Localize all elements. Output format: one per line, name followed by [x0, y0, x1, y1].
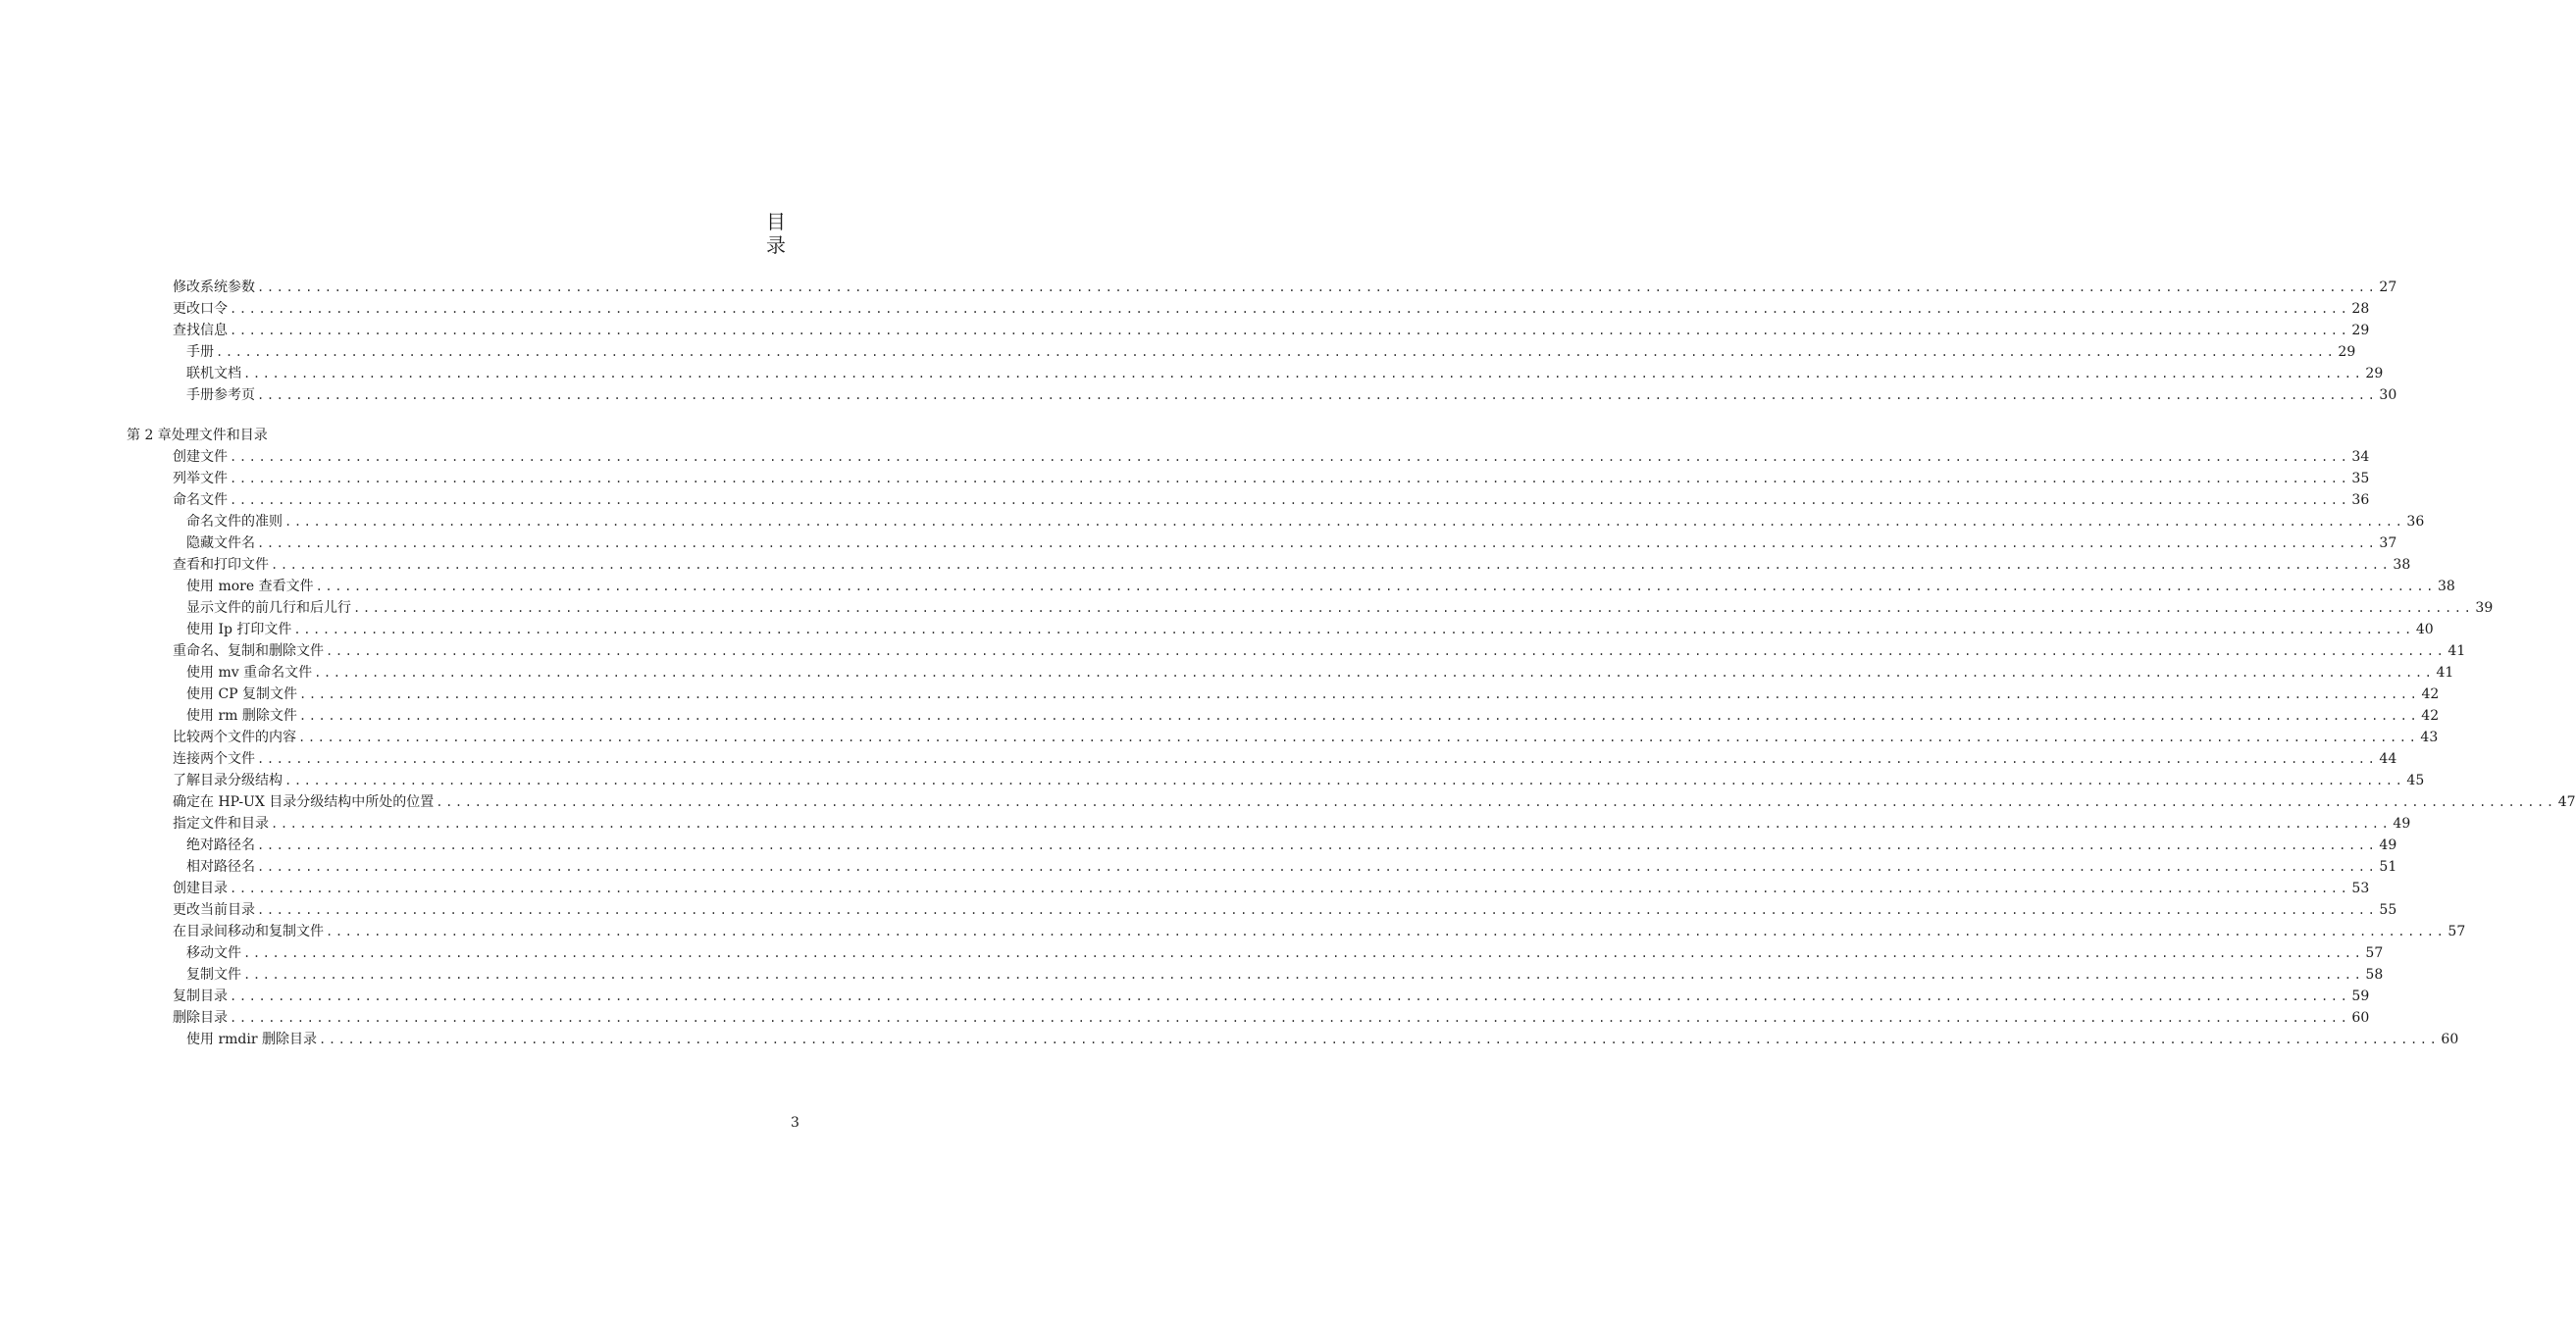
toc-entry-page: 29 — [2365, 366, 2384, 381]
toc-entry-page: 29 — [2351, 323, 2370, 338]
toc-dot-leader: ............................................................................................................................................................................................................................ — [315, 580, 2437, 593]
toc-entry-label: 显示文件的前几行和后儿行 — [186, 600, 351, 616]
toc-entry-page: 49 — [2379, 837, 2397, 853]
toc-entry-page: 53 — [2351, 881, 2370, 896]
toc-entry-label: 复制目录 — [173, 988, 228, 1004]
toc-dot-leader: ............................................................................................................................................................................................................................ — [326, 644, 2447, 658]
toc-dot-leader: ............................................................................................................................................................................................................................ — [257, 752, 2378, 766]
toc-dot-leader: ............................................................................................................................................................................................................................ — [243, 367, 2364, 380]
toc-dot-leader: ............................................................................................................................................................................................................................ — [299, 687, 2420, 701]
toc-entry[interactable] — [173, 899, 2397, 921]
toc-entry-page: 40 — [2415, 622, 2434, 637]
toc-entry-label: 隐藏文件名 — [186, 535, 255, 551]
toc-entry-page: 44 — [2379, 751, 2397, 767]
toc-entry-page: 36 — [2406, 514, 2425, 530]
toc-entry[interactable] — [186, 1029, 2459, 1050]
toc-entry-label: 删除目录 — [173, 1010, 228, 1026]
toc-entry[interactable] — [173, 320, 2370, 341]
toc-entry-page: 57 — [2365, 945, 2384, 961]
toc-entry-label: 绝对路径名 — [186, 837, 255, 853]
toc-entry[interactable] — [186, 684, 2440, 705]
toc-dot-leader: ............................................................................................................................................................................................................................ — [257, 860, 2378, 874]
toc-entry-label: 使用 more 查看文件 — [186, 579, 314, 594]
toc-dot-leader: ............................................................................................................................................................................................................................ — [243, 968, 2364, 982]
toc-entry-label: 更改口令 — [173, 301, 228, 317]
toc-entry-page: 57 — [2447, 924, 2466, 939]
toc-dot-leader: ............................................................................................................................................................................................................................ — [230, 1011, 2350, 1025]
toc-entry-label: 重命名、复制和删除文件 — [173, 643, 324, 659]
toc-entry[interactable] — [186, 597, 2494, 619]
toc-entry-page: 58 — [2365, 967, 2384, 983]
toc-entry[interactable] — [186, 511, 2425, 532]
toc-entry-label: 查看和打印文件 — [173, 557, 269, 573]
toc-entry-page: 28 — [2351, 301, 2370, 317]
toc-dot-leader: ............................................................................................................................................................................................................................ — [436, 795, 2556, 809]
toc-entry-label: 命名文件 — [173, 492, 228, 508]
toc-entry-label: 列举文件 — [173, 471, 228, 486]
page-number: 3 — [791, 1115, 799, 1131]
chapter-heading: 第 2 章处理文件和目录 — [127, 428, 268, 443]
toc-entry[interactable] — [186, 705, 2440, 727]
toc-entry[interactable] — [186, 341, 2356, 363]
toc-entry[interactable] — [173, 640, 2466, 662]
toc-entry[interactable] — [186, 856, 2397, 878]
toc-entry-label: 创建目录 — [173, 881, 228, 896]
toc-title: 目 录 — [766, 210, 786, 257]
toc-dot-leader: ............................................................................................................................................................................................................................ — [230, 450, 2350, 464]
toc-entry-label: 命名文件的准则 — [186, 514, 283, 530]
toc-entry-page: 41 — [2436, 665, 2454, 681]
toc-entry-page: 55 — [2379, 902, 2397, 918]
toc-dot-leader: ............................................................................................................................................................................................................................ — [257, 388, 2378, 402]
toc-entry[interactable] — [173, 468, 2370, 489]
toc-dot-leader: ............................................................................................................................................................................................................................ — [319, 1033, 2440, 1046]
toc-entry[interactable] — [173, 791, 2576, 813]
toc-entry-label: 连接两个文件 — [173, 751, 255, 767]
toc-entry-label: 使用 rm 删除文件 — [186, 708, 297, 724]
toc-entry[interactable] — [186, 619, 2434, 640]
toc-dot-leader: ............................................................................................................................................................................................................................ — [257, 280, 2378, 294]
toc-dot-leader: ............................................................................................................................................................................................................................ — [257, 838, 2378, 852]
toc-entry[interactable] — [173, 446, 2370, 468]
toc-entry-page: 36 — [2351, 492, 2370, 508]
toc-entry[interactable] — [186, 964, 2384, 986]
toc-entry-label: 创建文件 — [173, 449, 228, 465]
toc-entry-page: 41 — [2447, 643, 2466, 659]
toc-entry-label: 相对路径名 — [186, 859, 255, 875]
toc-dot-leader: ............................................................................................................................................................................................................................ — [293, 623, 2414, 636]
toc-dot-leader: ............................................................................................................................................................................................................................ — [298, 731, 2419, 744]
toc-entry-label: 比较两个文件的内容 — [173, 730, 296, 745]
toc-entry-label: 在目录间移动和复制文件 — [173, 924, 324, 939]
toc-entry-label: 更改当前目录 — [173, 902, 255, 918]
toc-entry[interactable] — [186, 532, 2397, 554]
toc-entry-label: 手册 — [186, 344, 214, 360]
toc-entry[interactable] — [173, 986, 2370, 1007]
toc-entry-page: 38 — [2438, 579, 2455, 594]
toc-entry-page: 37 — [2379, 535, 2397, 551]
toc-dot-leader: ............................................................................................................................................................................................................................ — [257, 903, 2378, 917]
toc-entry-page: 47 — [2557, 794, 2576, 810]
toc-dot-leader: ............................................................................................................................................................................................................................ — [230, 882, 2350, 895]
toc-dot-leader: ............................................................................................................................................................................................................................ — [271, 817, 2392, 831]
toc-dot-leader: ............................................................................................................................................................................................................................ — [230, 493, 2350, 507]
toc-entry-label: 查找信息 — [173, 323, 228, 338]
toc-entry[interactable] — [173, 727, 2439, 748]
toc-entry[interactable] — [186, 662, 2454, 684]
toc-entry[interactable] — [186, 363, 2384, 384]
toc-entry[interactable] — [186, 576, 2455, 597]
toc-entry[interactable] — [173, 878, 2370, 899]
toc-entry-page: 39 — [2475, 600, 2494, 616]
toc-entry-label: 指定文件和目录 — [173, 816, 269, 832]
toc-entry-page: 45 — [2406, 773, 2425, 788]
toc-entry[interactable] — [186, 942, 2384, 964]
toc-entry-label: 确定在 HP-UX 目录分级结构中所处的位置 — [173, 794, 435, 810]
toc-dot-leader: ............................................................................................................................................................................................................................ — [230, 472, 2350, 485]
toc-entry[interactable] — [173, 813, 2411, 835]
toc-entry-page: 51 — [2379, 859, 2397, 875]
toc-entry-page: 29 — [2338, 344, 2356, 360]
toc-dot-leader: ............................................................................................................................................................................................................................ — [216, 345, 2337, 359]
toc-dot-leader: ............................................................................................................................................................................................................................ — [230, 302, 2350, 316]
toc-entry-page: 27 — [2379, 279, 2397, 295]
toc-entry-label: 使用 CP 复制文件 — [186, 686, 298, 702]
toc-dot-leader: ............................................................................................................................................................................................................................ — [243, 946, 2364, 960]
toc-entry-label: 复制文件 — [186, 967, 241, 983]
toc-entry-label: 移动文件 — [186, 945, 241, 961]
toc-entry[interactable] — [186, 384, 2397, 406]
toc-entry-label: 联机文档 — [186, 366, 241, 381]
toc-entry-page: 60 — [2441, 1032, 2459, 1047]
toc-dot-leader: ............................................................................................................................................................................................................................ — [326, 925, 2447, 938]
toc-entry[interactable] — [173, 298, 2370, 320]
toc-entry-page: 35 — [2351, 471, 2370, 486]
toc-entry[interactable] — [186, 835, 2397, 856]
toc-entry-page: 42 — [2421, 708, 2440, 724]
toc-entry-page: 49 — [2393, 816, 2411, 832]
toc-entry[interactable] — [173, 1007, 2370, 1029]
toc-dot-leader: ............................................................................................................................................................................................................................ — [271, 558, 2392, 572]
toc-entry[interactable] — [173, 554, 2411, 576]
toc-entry-page: 42 — [2421, 686, 2440, 702]
toc-dot-leader: ............................................................................................................................................................................................................................ — [284, 515, 2405, 529]
toc-entry-page: 38 — [2393, 557, 2411, 573]
toc-entry-label: 修改系统参数 — [173, 279, 255, 295]
toc-entry[interactable] — [173, 489, 2370, 511]
toc-dot-leader: ............................................................................................................................................................................................................................ — [230, 989, 2350, 1003]
toc-dot-leader: ............................................................................................................................................................................................................................ — [298, 709, 2420, 723]
toc-dot-leader: ............................................................................................................................................................................................................................ — [257, 536, 2378, 550]
toc-dot-leader: ............................................................................................................................................................................................................................ — [353, 601, 2474, 615]
toc-entry-label: 使用 mv 重命名文件 — [186, 665, 313, 681]
toc-dot-leader: ............................................................................................................................................................................................................................ — [284, 774, 2405, 787]
toc-entry[interactable] — [173, 921, 2466, 942]
toc-dot-leader: ............................................................................................................................................................................................................................ — [230, 324, 2350, 337]
toc-entry-page: 43 — [2420, 730, 2439, 745]
toc-entry-label: 使用 Ip 打印文件 — [186, 622, 292, 637]
toc-entry-label: 手册参考页 — [186, 387, 255, 403]
toc-entry[interactable] — [173, 748, 2397, 770]
toc-dot-leader: ............................................................................................................................................................................................................................ — [314, 666, 2435, 680]
toc-entry[interactable] — [173, 277, 2397, 298]
toc-entry-label: 使用 rmdir 删除目录 — [186, 1032, 317, 1047]
toc-entry-page: 59 — [2351, 988, 2370, 1004]
toc-entry-page: 30 — [2379, 387, 2397, 403]
toc-entry-page: 60 — [2351, 1010, 2370, 1026]
toc-entry-page: 34 — [2351, 449, 2370, 465]
toc-entry-label: 了解目录分级结构 — [173, 773, 283, 788]
toc-entry[interactable] — [173, 770, 2425, 791]
